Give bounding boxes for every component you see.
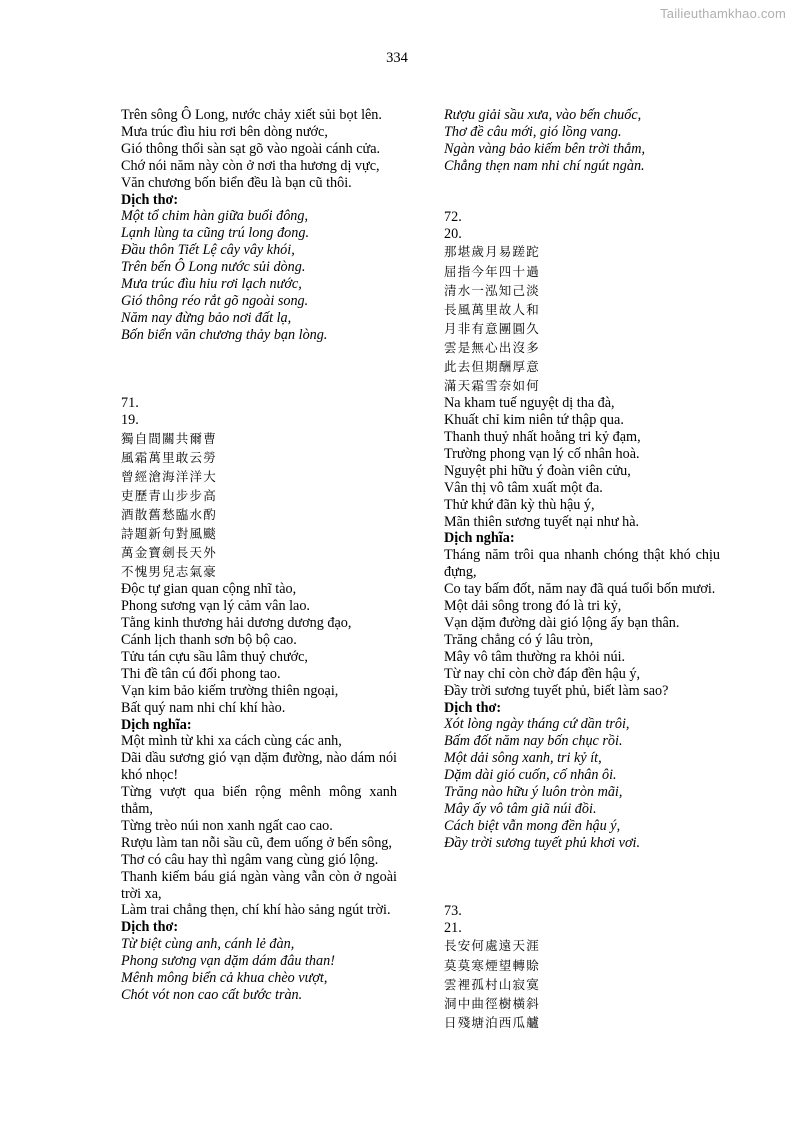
poem-translation-line: Mênh mông biển cả khua chèo vượt, <box>121 970 328 987</box>
text-line: Văn chương bốn biển đều là bạn cũ thôi. <box>121 174 352 191</box>
blank-spacer <box>121 361 397 378</box>
poem-translation-line: Trăng nào hữu ý luôn tròn mãi, <box>444 784 623 801</box>
text-line: Thơ có câu hay thì ngâm vang cùng gió lộng. <box>121 851 379 868</box>
text-line: Nguyệt phi hữu ý đoàn viên cửu, <box>444 462 631 479</box>
section-heading: Dịch thơ: <box>121 919 179 936</box>
text-line: Thanh thuỷ nhất hoằng tri kỷ đạm, <box>444 429 641 445</box>
text-line: Thử khứ đãn kỳ thù hậu ý, <box>444 496 595 513</box>
han-character-line: 酒散舊愁臨水酌 <box>121 506 217 522</box>
page-number: 334 <box>386 50 408 66</box>
text-line: Mây vô tâm thường ra khỏi núi. <box>444 648 626 665</box>
text-line: Trường phong vạn lý cố nhân hoà. <box>444 445 640 462</box>
text-line: Gió thông thổi sàn sạt gõ vào ngoài cánh cửa. <box>121 140 381 157</box>
poem-translation-line: Xót lòng ngày tháng cứ dần trôi, <box>444 716 630 733</box>
han-character-line: 清水一泓知己淡 <box>444 282 540 298</box>
meaning-text-line: Co tay bấm đốt, năm nay đã quá tuổi bốn mươi. <box>444 581 716 598</box>
poem-translation-line: Chót vót non cao cất bước tràn. <box>121 987 303 1003</box>
han-character-line: 日殘塘泊西瓜艫 <box>444 1014 540 1030</box>
text-line: Vạn dặm đường dài gió lộng ấy bạn thân. <box>444 614 680 631</box>
han-character-line: 雲是無心出沒多 <box>444 339 540 355</box>
han-character-line: 長風萬里故人和 <box>444 301 540 317</box>
blank-spacer <box>121 344 397 361</box>
han-character-line: 雲裡孤村山寂寞 <box>444 976 540 992</box>
poem-translation-line: Thơ đề câu mới, gió lồng vang. <box>444 123 622 140</box>
poem-translation-line: Một tổ chim hàn giữa buổi đông, <box>121 208 309 225</box>
han-character-line: 洞中曲徑樹橫斜 <box>444 995 540 1011</box>
text-line: Bất quý nam nhi chí khí hào. <box>121 699 286 716</box>
blank-spacer <box>444 886 720 903</box>
text-line: 72. <box>444 208 462 225</box>
section-heading: Dịch thơ: <box>444 699 502 716</box>
meaning-text-line: Từng vượt qua biển rộng mênh mông xanh thẳm, <box>121 784 397 818</box>
poem-translation-line: Trên bến Ô Long nước sủi dòng. <box>121 259 306 276</box>
text-line: Tửu tán cựu sầu lâm thuỷ chước, <box>121 648 308 665</box>
blank-spacer <box>121 378 397 395</box>
text-line: Độc tự gian quan cộng nhĩ tào, <box>121 581 297 598</box>
text-line: 20. <box>444 225 462 242</box>
han-character-line: 那堪歲月易蹉跎 <box>444 244 540 260</box>
meaning-text-line: Làm trai chẳng thẹn, chí khí hào sảng ngút trời. <box>121 902 391 919</box>
blank-spacer <box>444 192 720 209</box>
han-character-line: 萬金寶劍長天外 <box>121 545 217 561</box>
han-character-line: 吏歷青山步步高 <box>121 487 217 503</box>
text-line: Tằng kinh thương hải dương dương đạo, <box>121 615 352 632</box>
right-text-column <box>444 107 720 1032</box>
text-line: Từng trèo núi non xanh ngất cao cao. <box>121 817 333 834</box>
blank-spacer <box>444 869 720 886</box>
han-character-line: 莫莫寒煙望轉賒 <box>444 957 540 973</box>
text-line: Mưa trúc đìu hiu rơi bên dòng nước, <box>121 123 328 140</box>
poem-translation-line: Ngàn vàng bảo kiếm bên trời thẳm, <box>444 140 646 157</box>
han-character-line: 獨自間關共爾曹 <box>121 430 217 446</box>
poem-translation-line: Một dải sông xanh, tri kỷ ít, <box>444 750 602 767</box>
blank-spacer <box>444 175 720 192</box>
poem-translation-line: Đầy trời sương tuyết phủ khơi vơi. <box>444 834 641 851</box>
poem-translation-line: Rượu giải sầu xưa, vào bến chuốc, <box>444 107 642 123</box>
site-watermark: Tailieuthamkhao.com <box>660 6 786 21</box>
han-character-line: 長安何處遠天涯 <box>444 938 540 954</box>
blank-spacer <box>444 852 720 869</box>
text-line: Chớ nói năm này còn ở nơi tha hương dị vực, <box>121 157 380 174</box>
text-line: Cánh lịch thanh sơn bộ bộ cao. <box>121 631 297 648</box>
poem-translation-line: Phong sương vạn dặm dám đâu than! <box>121 953 335 970</box>
han-character-line: 屈指今年四十過 <box>444 263 540 279</box>
han-character-line: 不愧男兒志氣豪 <box>121 564 217 580</box>
poem-translation-line: Bốn biển văn chương thảy bạn lòng. <box>121 326 328 343</box>
meaning-text-line: Tháng năm trôi qua nhanh chóng thật khó chịu đựng, <box>444 547 720 581</box>
section-heading: Dịch nghĩa: <box>444 530 515 547</box>
text-line: Vân thị vô tâm xuất một đa. <box>444 479 603 496</box>
text-line: Trên sông Ô Long, nước chảy xiết sủi bọt lên. <box>121 107 382 123</box>
meaning-text-line: Rượu làm tan nỗi sầu cũ, đem uống ở bến sông, <box>121 834 392 851</box>
text-line: 21. <box>444 919 462 936</box>
section-heading: Dịch thơ: <box>121 191 179 208</box>
meaning-text-line: Dãi dầu sương gió vạn dặm đường, nào dám nói khó nhọc! <box>121 750 397 784</box>
han-character-line: 風霜萬里敢云勞 <box>121 449 217 465</box>
text-line: Mãn thiên sương tuyết nại như hà. <box>444 513 640 530</box>
text-line: 71. <box>121 394 139 411</box>
poem-translation-line: Gió thông réo rắt gõ ngoài song. <box>121 292 309 309</box>
left-text-column <box>121 107 397 1004</box>
text-line: Thi đề tân cú đối phong tao. <box>121 665 281 682</box>
poem-translation-line: Chẳng thẹn nam nhi chí ngút ngàn. <box>444 157 645 174</box>
poem-translation-line: Dặm dài gió cuốn, cố nhân ôi. <box>444 767 617 784</box>
han-character-line: 月非有意團圓久 <box>444 320 540 336</box>
meaning-text-line: Thanh kiếm báu giá ngàn vàng vẫn còn ở ngoài trời xa, <box>121 868 397 902</box>
text-line: Một dải sông trong đó là tri kỷ, <box>444 598 622 615</box>
poem-translation-line: Mây ấy vô tâm giã núi đồi. <box>444 800 597 817</box>
text-line: 73. <box>444 902 462 919</box>
text-line: Khuất chỉ kim niên tứ thập qua. <box>444 412 624 429</box>
poem-translation-line: Lạnh lùng ta cũng trú long đong. <box>121 225 309 242</box>
han-character-line: 此去但期酬厚意 <box>444 359 540 374</box>
text-line: 19. <box>121 411 139 428</box>
text-line: Na kham tuế nguyệt dị tha đà, <box>444 395 615 412</box>
han-character-line: 滿天霜雪奈如何 <box>444 378 540 394</box>
poem-translation-line: Cách biệt vẫn mong đền hậu ý, <box>444 817 621 834</box>
han-character-line: 曾經滄海洋洋大 <box>121 468 217 484</box>
poem-translation-line: Từ biệt cùng anh, cánh lẻ đàn, <box>121 936 295 953</box>
text-line: Vạn kim bảo kiếm trường thiên ngoại, <box>121 682 339 699</box>
text-line: Đầy trời sương tuyết phủ, biết làm sao? <box>444 682 669 699</box>
text-line: Phong sương vạn lý cảm vân lao. <box>121 598 310 615</box>
text-line: Trăng chẳng có ý lâu tròn, <box>444 631 594 648</box>
section-heading: Dịch nghĩa: <box>121 716 192 733</box>
han-character-line: 詩題新句對風颷 <box>121 525 217 541</box>
poem-translation-line: Đầu thôn Tiết Lệ cây vây khói, <box>121 242 295 259</box>
poem-translation-line: Năm nay đừng bảo nơi đất lạ, <box>121 309 292 326</box>
text-line: Từ nay chỉ còn chờ đáp đền hậu ý, <box>444 665 641 682</box>
poem-translation-line: Bấm đốt năm nay bốn chục rồi. <box>444 733 623 750</box>
text-line: Một mình từ khi xa cách cùng các anh, <box>121 733 342 750</box>
poem-translation-line: Mưa trúc đìu hiu rơi lạch nước, <box>121 276 302 293</box>
